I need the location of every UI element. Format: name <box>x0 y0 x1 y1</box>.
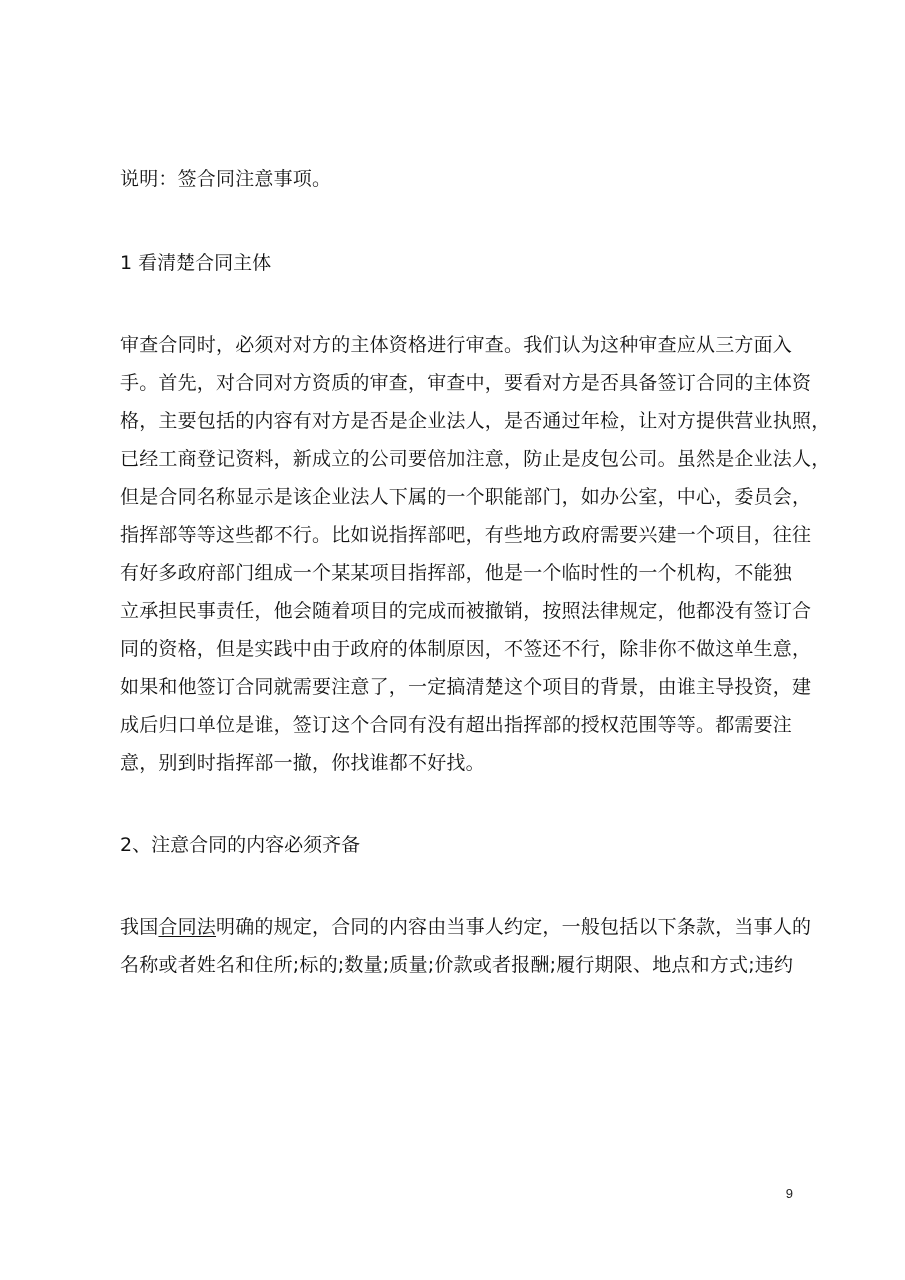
section-2-paragraph <box>120 908 812 984</box>
paragraph-line: 如果和他签订合同就需要注意了，一定搞清楚这个项目的背景，由谁主导投资，建 <box>120 676 812 698</box>
line-prefix: 我国 <box>120 916 159 938</box>
paragraph-line: 名称或者姓名和住所;标的;数量;质量;价款或者报酬;履行期限、地点和方式;违约 <box>120 954 794 976</box>
paragraph-line: 有好多政府部门组成一个某某项目指挥部，他是一个临时性的一个机构，不能独 <box>120 562 793 584</box>
section-1-heading: 1 看清楚合同主体 <box>120 252 272 274</box>
paragraph-line <box>120 908 812 946</box>
paragraph-line: 成后归口单位是谁，签订这个合同有没有超出指挥部的授权范围等等。都需要注 <box>120 714 793 736</box>
paragraph-line: 意，别到时指挥部一撤，你找谁都不好找。 <box>120 752 485 774</box>
paragraph-line: 同的资格，但是实践中由于政府的体制原因，不签还不行，除非你不做这单生意， <box>120 638 812 660</box>
document-body <box>120 160 831 984</box>
contract-law-link[interactable]: 合同法 <box>158 916 217 938</box>
paragraph-line: 但是合同名称显示是该企业法人下属的一个职能部门，如办公室，中心，委员会， <box>120 486 812 508</box>
section-2-heading: 2、注意合同的内容必须齐备 <box>120 834 361 856</box>
paragraph-line: 审查合同时，必须对对方的主体资格进行审查。我们认为这种审查应从三方面入 <box>120 334 793 356</box>
section-1-paragraph <box>120 326 831 782</box>
line-suffix: 明确的规定，合同的内容由当事人约定，一般包括以下条款，当事人的 <box>216 916 812 938</box>
paragraph-line: 手。首先，对合同对方资质的审查，审查中，要看对方是否具备签订合同的主体资 <box>120 372 812 394</box>
paragraph-line: 立承担民事责任，他会随着项目的完成而被撤销，按照法律规定，他都没有签订合 <box>120 600 812 622</box>
paragraph-line: 指挥部等等这些都不行。比如说指挥部吧，有些地方政府需要兴建一个项目，往往 <box>120 524 812 546</box>
page-number: 9 <box>785 1186 793 1201</box>
paragraph-line: 已经工商登记资料，新成立的公司要倍加注意，防止是皮包公司。虽然是企业法人， <box>120 448 831 470</box>
paragraph-line: 格，主要包括的内容有对方是否是企业法人，是否通过年检，让对方提供营业执照， <box>120 410 831 432</box>
intro-text: 说明：签合同注意事项。 <box>120 168 332 190</box>
